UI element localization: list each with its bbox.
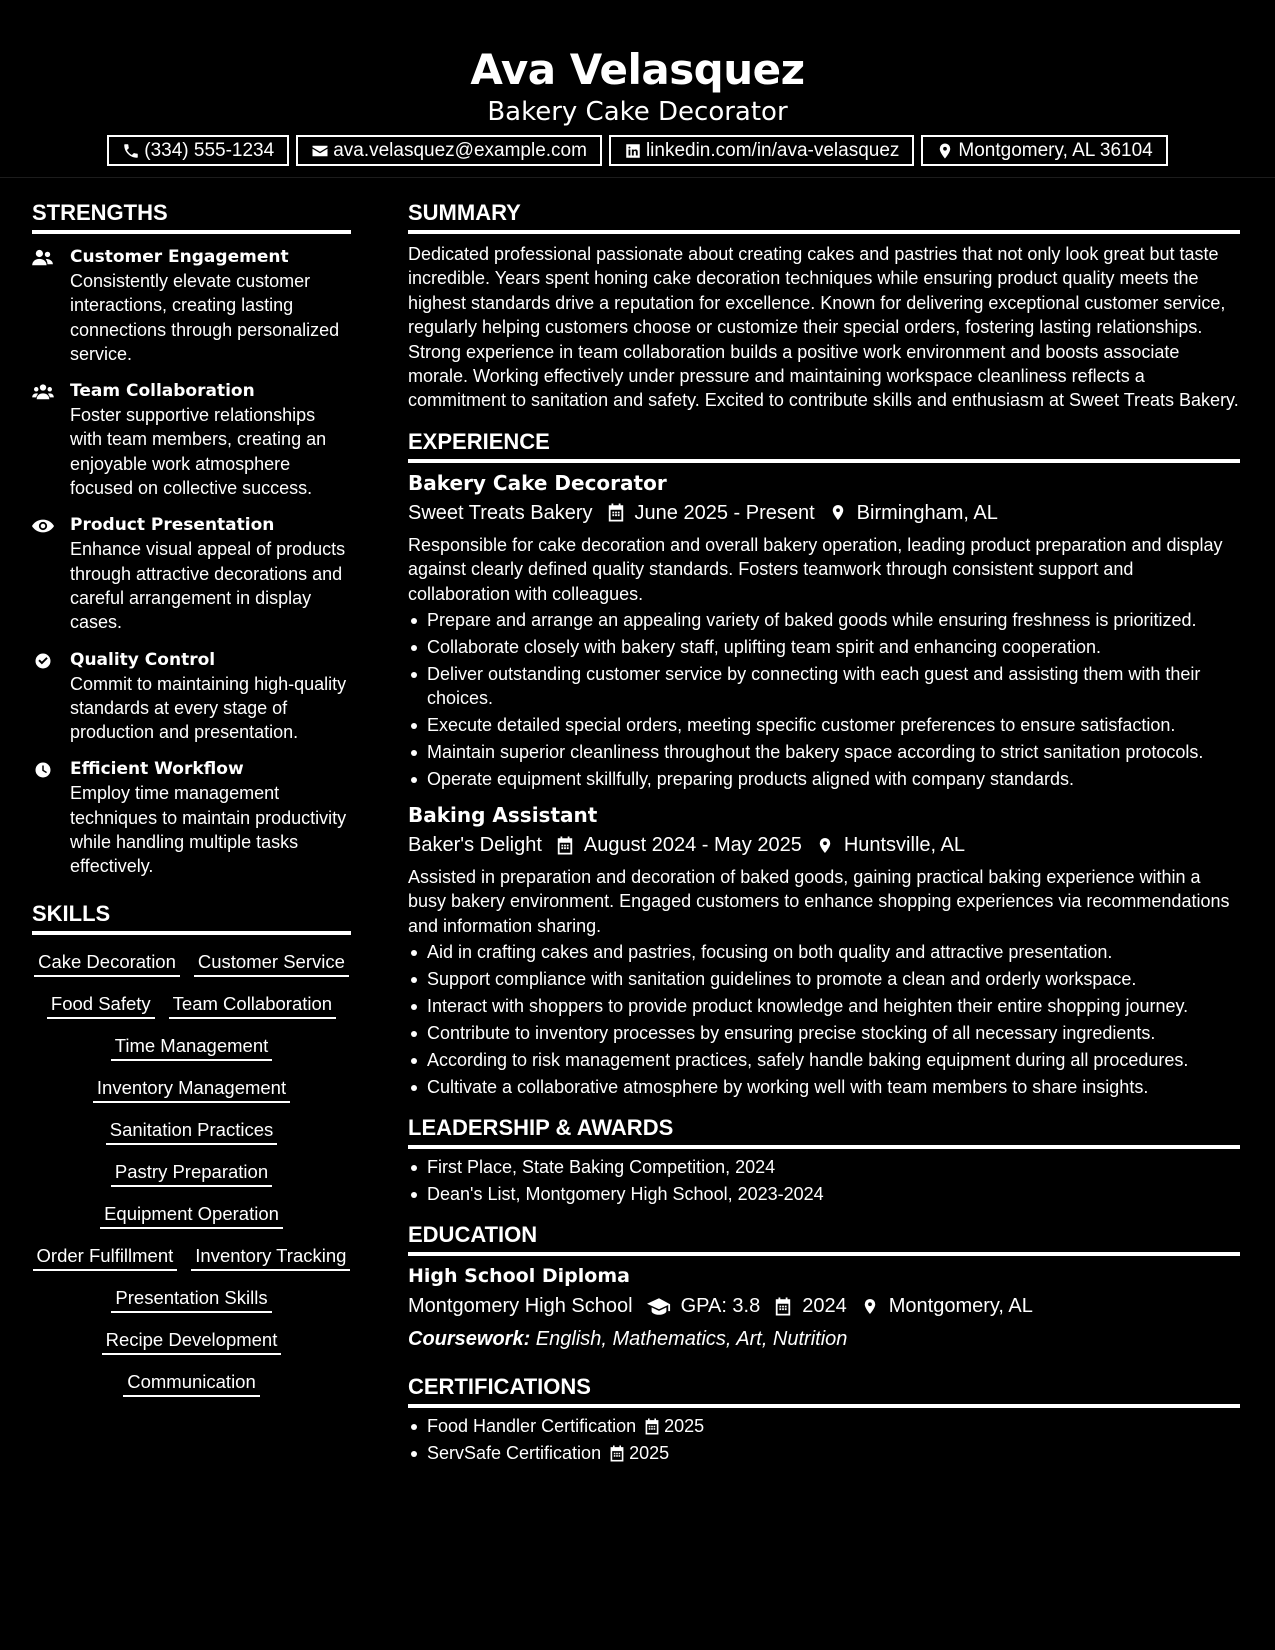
calendar-icon [774, 1297, 792, 1316]
calendar-icon [644, 1418, 660, 1435]
calendar-icon [556, 836, 574, 855]
left-column [32, 198, 351, 1397]
strength-desc: Consistently elevate customer interactions, creating lasting connections through personalized service. [70, 271, 340, 364]
strength-item [32, 757, 351, 878]
map-pin-icon [816, 836, 834, 855]
skill-tag: Team Collaboration [169, 991, 336, 1019]
strength-desc: Employ time management techniques to maintain productivity while handling multiple tasks effectively. [70, 783, 347, 877]
strength-title: Product Presentation [70, 515, 275, 536]
education-year: 2024 [802, 1295, 847, 1318]
strength-item [32, 379, 351, 500]
school-name: Montgomery High School [408, 1295, 633, 1318]
contact-email[interactable] [296, 135, 602, 166]
awards-list [408, 1155, 1240, 1206]
skill-tag: Food Safety [47, 991, 155, 1019]
job-company: Baker's Delight [408, 834, 542, 857]
skill-tag: Time Management [111, 1033, 273, 1061]
calendar-icon [609, 1445, 625, 1462]
job-bullets [408, 608, 1240, 791]
right-column [408, 198, 1240, 1468]
resume-header [0, 0, 1275, 178]
job-location: Birmingham, AL [856, 501, 998, 524]
phone-icon [122, 142, 140, 160]
skill-tag: Equipment Operation [100, 1201, 283, 1229]
job-bullets [408, 940, 1240, 1099]
job-bullet: Support compliance with sanitation guidelines to promote a clean and orderly workspace. [408, 967, 1240, 991]
strength-title: Team Collaboration [70, 381, 255, 402]
skill-tag: Customer Service [194, 949, 349, 977]
award-item: First Place, State Baking Competition, 2024 [408, 1155, 1240, 1179]
job-bullet: Execute detailed special orders, meeting specific customer preferences to ensure satisfaction. [408, 713, 1240, 737]
skills-list [32, 949, 351, 1397]
skills-heading: SKILLS [32, 899, 351, 935]
candidate-name: Ava Velasquez [470, 45, 805, 94]
job-location: Huntsville, AL [843, 834, 965, 857]
skill-tag: Communication [123, 1369, 260, 1397]
strength-item [32, 513, 351, 634]
candidate-role: Bakery Cake Decorator [487, 97, 788, 127]
coursework-list: English, Mathematics, Art, Nutrition [530, 1328, 848, 1351]
skill-tag: Cake Decoration [34, 949, 180, 977]
contact-email-text: ava.velasquez@example.com [333, 139, 587, 161]
strength-desc: Enhance visual appeal of products through attractive decorations and careful arrangement in display cases. [70, 539, 346, 633]
job-dates: June 2025 - Present [634, 501, 815, 524]
linkedin-icon [624, 142, 642, 160]
job-meta [408, 497, 1240, 529]
certification-item [408, 1414, 1240, 1438]
education-gpa: GPA: 3.8 [680, 1295, 761, 1318]
group-icon [32, 383, 54, 401]
job-dates: August 2024 - May 2025 [583, 834, 802, 857]
job-bullet: Contribute to inventory processes by ensuring precise stocking of all necessary ingredients. [408, 1021, 1240, 1045]
certification-year: 2025 [664, 1416, 705, 1437]
strength-desc: Foster supportive relationships with team members, creating an enjoyable work atmosphere focused on collective success. [70, 405, 327, 499]
education-meta [408, 1290, 1240, 1322]
education-location: Montgomery, AL [888, 1295, 1033, 1318]
contact-linkedin[interactable] [609, 135, 914, 166]
contact-phone[interactable] [107, 135, 289, 166]
certification-name: ServSafe Certification [427, 1443, 602, 1464]
certification-year: 2025 [629, 1443, 670, 1464]
strength-desc: Commit to maintaining high-quality standards at every stage of production and presentation. [70, 673, 347, 743]
certifications-list [408, 1414, 1240, 1465]
eye-icon [32, 517, 54, 535]
awards-heading: LEADERSHIP & AWARDS [408, 1113, 1240, 1149]
skill-tag: Presentation Skills [111, 1285, 271, 1313]
job-bullet: Operate equipment skillfully, preparing products aligned with company standards. [408, 767, 1240, 791]
clock-icon [32, 761, 54, 779]
skill-tag: Pastry Preparation [111, 1159, 272, 1187]
contact-location[interactable] [921, 135, 1167, 166]
job-bullet: Prepare and arrange an appealing variety of baked goods while ensuring freshness is prioritized. [408, 608, 1240, 632]
job-description: Responsible for cake decoration and overall bakery operation, leading product preparation and display against clearly defined quality standards. Fosters teamwork through consistent support and collaboration with colleagues. [408, 534, 1223, 604]
contact-linkedin-text: linkedin.com/in/ava-velasquez [645, 139, 900, 161]
summary-heading: SUMMARY [408, 198, 1240, 234]
coursework [408, 1324, 1240, 1354]
skill-tag: Inventory Tracking [191, 1243, 350, 1271]
job-meta [408, 829, 1240, 861]
job-title: Baking Assistant [408, 803, 598, 828]
graduation-cap-icon [647, 1297, 671, 1316]
strength-item [32, 245, 351, 366]
strength-title: Customer Engagement [70, 247, 289, 267]
job-company: Sweet Treats Bakery [408, 501, 593, 524]
map-pin-icon [936, 142, 954, 160]
calendar-icon [607, 503, 625, 522]
education-heading: EDUCATION [408, 1220, 1240, 1256]
skill-tag: Order Fulfillment [33, 1243, 178, 1271]
strengths-heading: STRENGTHS [32, 198, 351, 234]
degree-title: High School Diploma [408, 1265, 630, 1288]
experience-heading: EXPERIENCE [408, 427, 1240, 463]
job-bullet: Interact with shoppers to provide product knowledge and heighten their entire shopping journey. [408, 994, 1240, 1018]
job-bullet: Collaborate closely with bakery staff, uplifting team spirit and enhancing cooperation. [408, 635, 1240, 659]
coursework-label: Coursework: [408, 1328, 531, 1351]
skill-tag: Recipe Development [102, 1327, 282, 1355]
job-bullet: Maintain superior cleanliness throughout the bakery space according to strict sanitation protocols. [408, 740, 1240, 764]
summary-text: Dedicated professional passionate about creating cakes and pastries that not only look great but taste incredible. Years spent honing cake decoration techniques while ensuring product quality meets the highest standards drive a reputation for excellence. Known for delivering exceptional customer service, regularly helping customers choose or customize their special orders, fostering lasting relationships. Strong experience in team collaboration builds a positive work environment and boosts associate morale. Working effectively under pressure and maintaining workspace cleanliness reflects a commitment to sanitation and safety. Excited to contribute skills and enthusiasm at Sweet Treats Bakery. [408, 244, 1239, 411]
users-icon [32, 249, 54, 267]
skill-tag: Inventory Management [93, 1075, 290, 1103]
award-item: Dean's List, Montgomery High School, 2023-2024 [408, 1182, 1240, 1206]
contact-location-text: Montgomery, AL 36104 [958, 139, 1153, 161]
strengths-list [32, 245, 351, 879]
certifications-heading: CERTIFICATIONS [408, 1372, 1240, 1408]
contact-bar [0, 135, 1275, 166]
strength-title: Efficient Workflow [70, 759, 244, 780]
skill-tag: Sanitation Practices [106, 1117, 278, 1145]
job-bullet: Aid in crafting cakes and pastries, focusing on both quality and attractive presentation. [408, 940, 1240, 964]
job-bullet: Cultivate a collaborative atmosphere by working well with team members to share insights. [408, 1075, 1240, 1099]
envelope-icon [311, 142, 329, 160]
certification-name: Food Handler Certification [427, 1416, 637, 1437]
job-bullet: According to risk management practices, safely handle baking equipment during all procedures. [408, 1048, 1240, 1072]
job-bullet: Deliver outstanding customer service by connecting with each guest and assisting them with their choices. [408, 662, 1240, 710]
job-entry [408, 469, 1240, 791]
map-pin-icon [861, 1297, 879, 1316]
job-description: Assisted in preparation and decoration of baked goods, gaining practical baking experience within a busy bakery environment. Engaged customers to enhance shopping experiences via recommendations and information sharing. [408, 867, 1230, 936]
certification-item [408, 1441, 1240, 1465]
map-pin-icon [829, 503, 847, 522]
job-entry [408, 801, 1240, 1099]
strength-title: Quality Control [70, 649, 216, 670]
contact-phone-text: (334) 555-1234 [144, 139, 275, 161]
check-circle-icon [32, 652, 54, 670]
job-title: Bakery Cake Decorator [408, 470, 667, 495]
strength-item [32, 648, 351, 745]
